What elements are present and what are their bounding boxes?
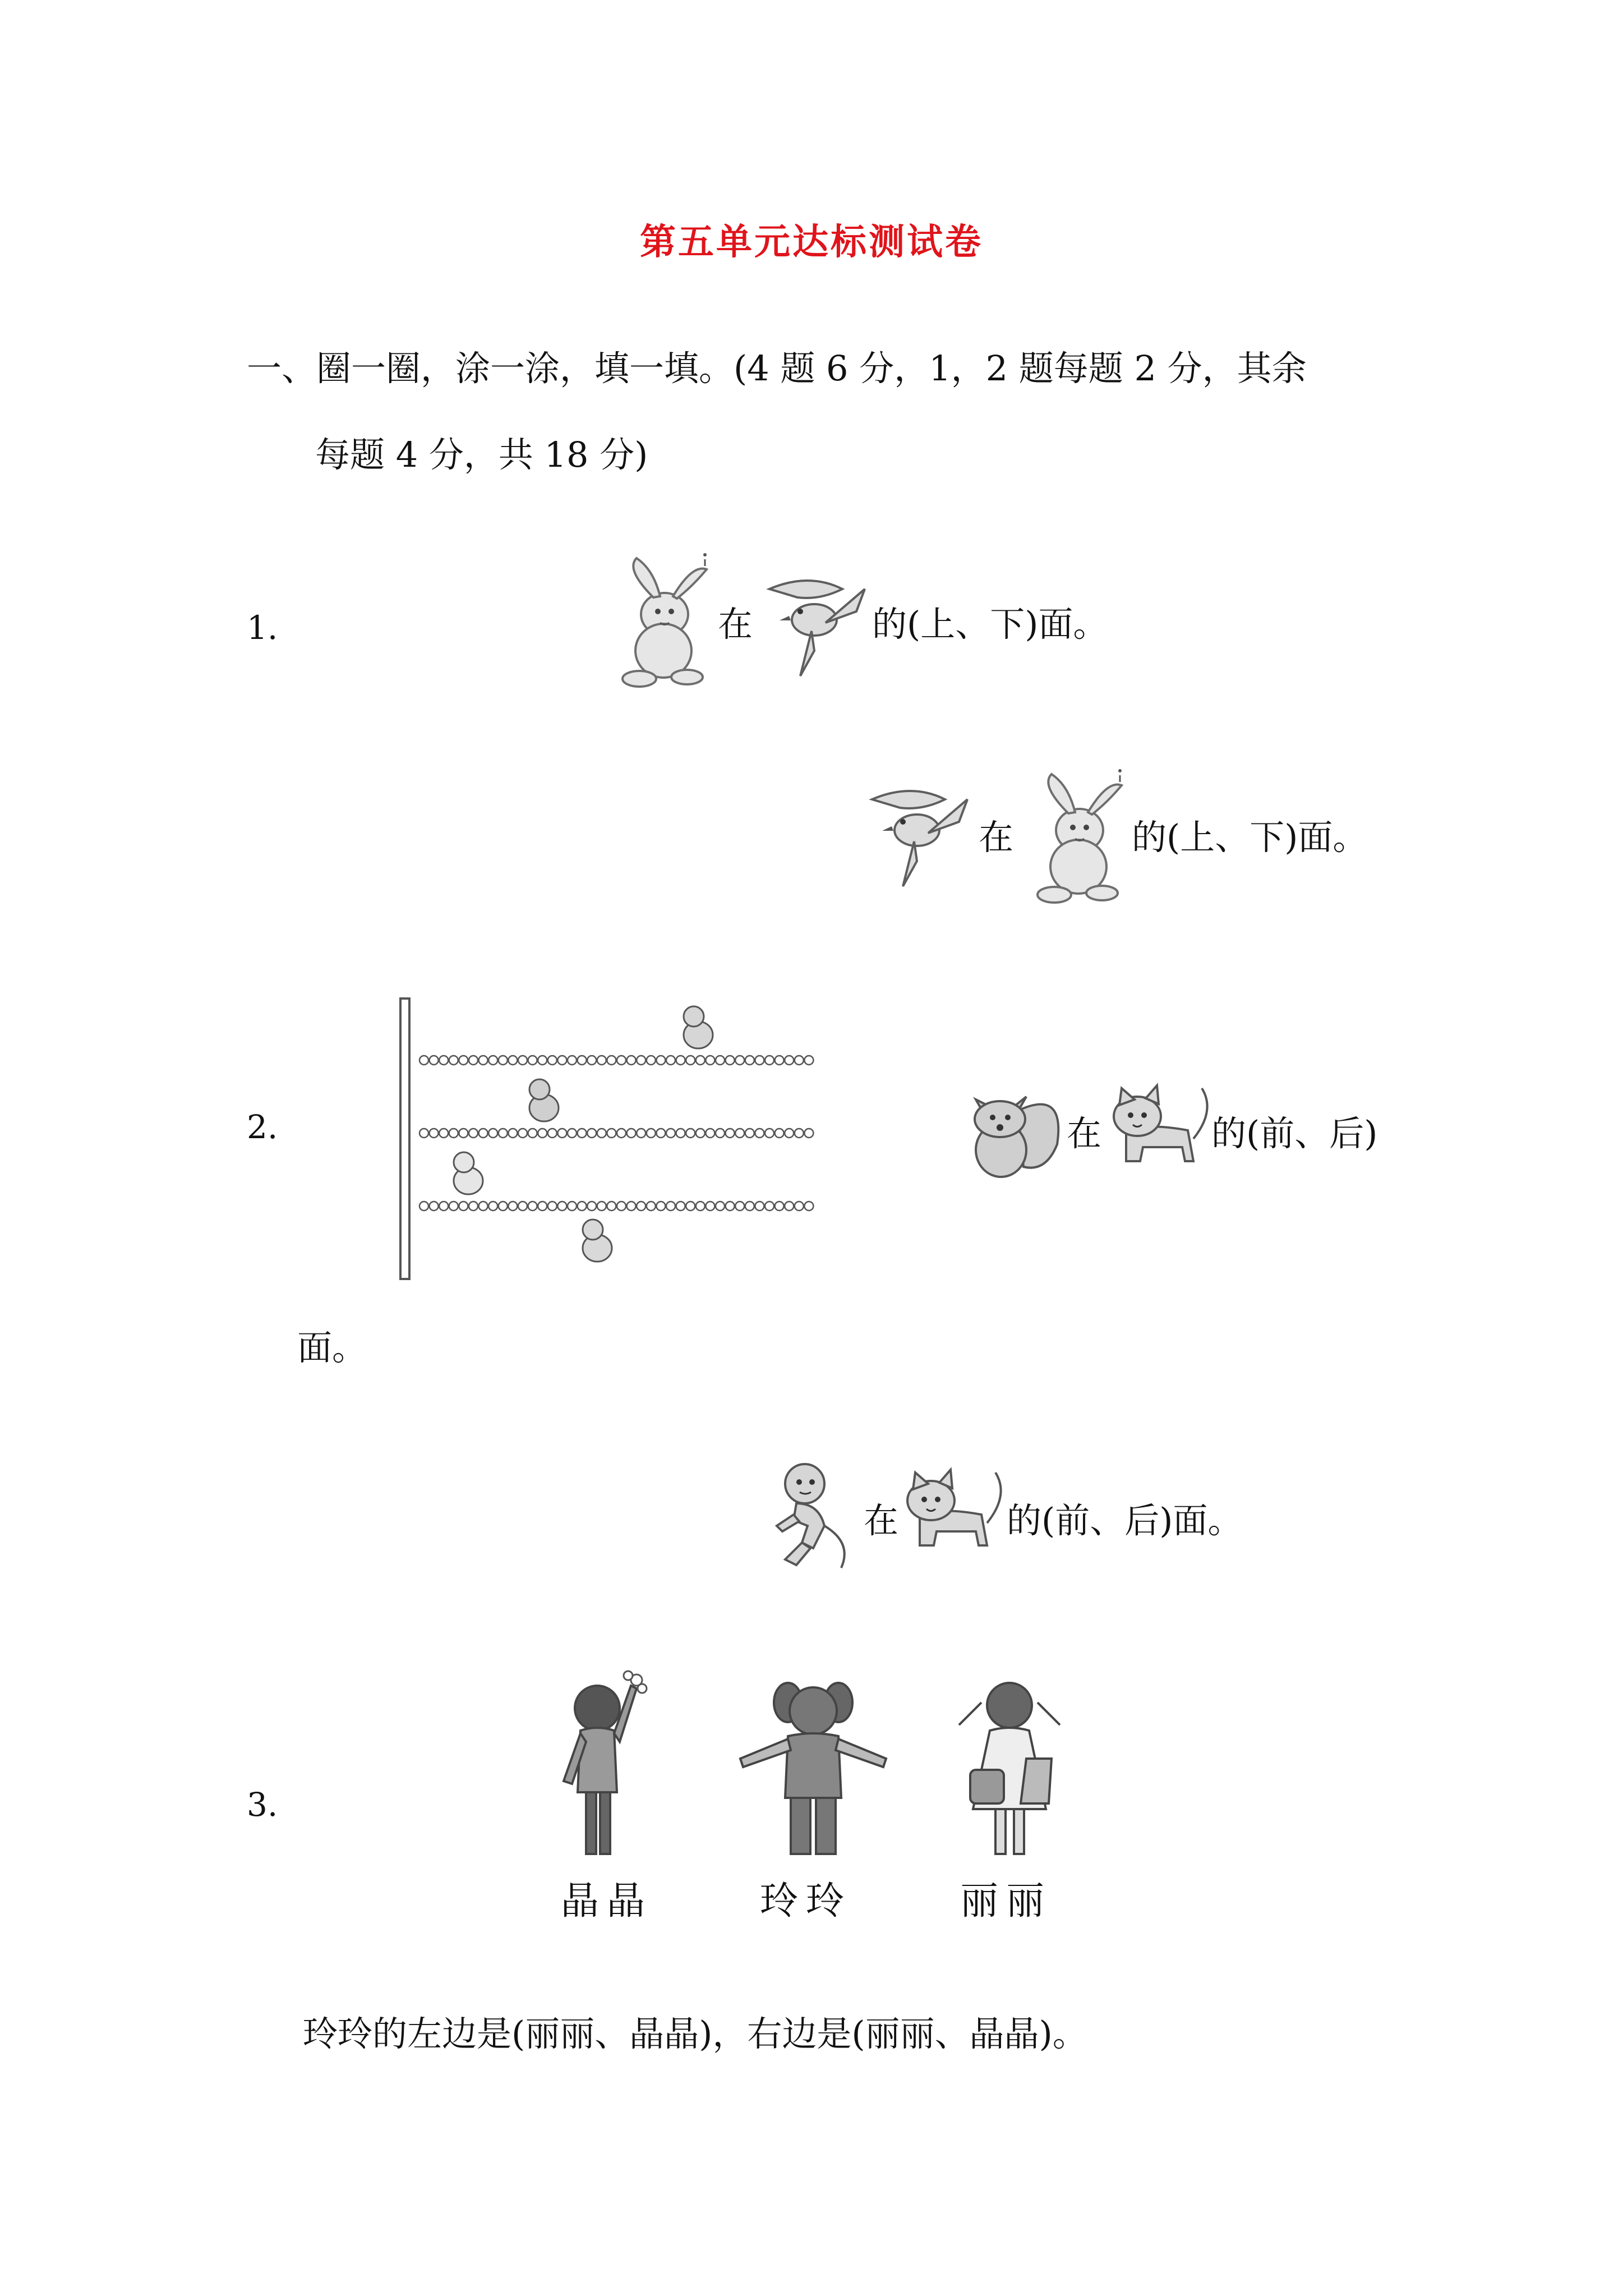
abacus-bead [716,1202,725,1211]
abacus-bead [647,1129,656,1138]
abacus-bead [459,1056,468,1065]
abacus-bead [696,1202,705,1211]
abacus-bead [795,1056,804,1065]
abacus-bead [439,1129,448,1138]
abacus-bead [696,1056,705,1065]
abacus-bead [449,1129,458,1138]
abacus-bead [637,1056,645,1065]
abacus-bead [804,1129,813,1138]
abacus-bead [499,1129,508,1138]
abacus-bead [735,1202,744,1211]
abacus-bead [607,1202,616,1211]
girl-jingjing-image [547,1669,648,1867]
q2-line-b-word: 在 [864,1500,899,1541]
abacus-bead [597,1056,606,1065]
abacus-bead [430,1129,439,1138]
abacus-bead [439,1202,448,1211]
abacus-bead [804,1056,813,1065]
section-heading-line1: 一、圈一圈，涂一涂，填一填。(4 题 6 分，1，2 题每题 2 分，其余 [247,348,1307,389]
abacus-bead [686,1129,695,1138]
abacus-bead [548,1129,557,1138]
abacus-bead [528,1202,537,1211]
abacus-bead [597,1202,606,1211]
abacus-bead [430,1056,439,1065]
name-label-lili: 丽丽 [960,1879,1053,1924]
abacus-bead [627,1056,636,1065]
abacus-bead [775,1202,784,1211]
abacus-bead [449,1202,458,1211]
abacus-bead [587,1202,596,1211]
abacus-bead [726,1056,735,1065]
abacus-bead [637,1202,645,1211]
bird-image [861,777,973,897]
abacus-bead [508,1202,517,1211]
abacus-bead [607,1129,616,1138]
abacus-bead [419,1056,428,1065]
abacus-bead [755,1056,764,1065]
question-1-number: 1. [247,609,278,647]
abacus-bead [430,1202,439,1211]
abacus-bead [676,1202,685,1211]
section-heading-line2: 每题 4 分，共 18 分) [315,434,648,475]
abacus-bead [597,1129,606,1138]
abacus-bead [459,1202,468,1211]
abacus-bead [538,1202,547,1211]
abacus-bead [686,1202,695,1211]
abacus-bead [745,1202,754,1211]
abacus-bead [607,1056,616,1065]
abacus-bead [686,1056,695,1065]
girl-lili-image [948,1669,1071,1867]
abacus-bead [617,1056,626,1065]
rabbit-image [1029,763,1130,908]
girl-lingling-image [729,1669,897,1867]
abacus-bead [488,1056,497,1065]
abacus-bead [469,1202,478,1211]
abacus-bead [419,1202,428,1211]
abacus-bead [726,1202,735,1211]
abacus-bead [676,1056,685,1065]
abacus-bead [568,1202,577,1211]
abacus-bead [785,1202,794,1211]
abacus-bead [795,1129,804,1138]
abacus-bead [557,1129,566,1138]
abacus-bead [706,1056,714,1065]
abacus-bead [765,1202,774,1211]
abacus-bead [557,1056,566,1065]
abacus-bead [745,1129,754,1138]
abacus-bead [479,1202,488,1211]
bird-image [758,567,870,687]
abacus-bead [785,1056,794,1065]
abacus-bead [439,1056,448,1065]
abacus-bead [765,1129,774,1138]
abacus-bead [587,1056,596,1065]
abacus-bead [528,1129,537,1138]
abacus-bead [469,1129,478,1138]
abacus-bead [459,1129,468,1138]
abacus-bead [488,1202,497,1211]
abacus-bead [795,1202,804,1211]
abacus-bead [716,1056,725,1065]
abacus-fox [529,1079,559,1121]
abacus-bead [666,1129,675,1138]
abacus-bead [735,1129,744,1138]
q3-sentence: 玲玲的左边是(丽丽、晶晶)，右边是(丽丽、晶晶)。 [303,2013,1087,2054]
q2-line-b-tail: 的(前、后)面。 [1007,1500,1243,1541]
page-title: 第五单元达标测试卷 [640,221,983,263]
abacus-bead [518,1129,527,1138]
abacus-bead [528,1056,537,1065]
abacus-bead [804,1202,813,1211]
abacus-bead [568,1056,577,1065]
abacus-monkey [684,1006,713,1048]
abacus-bead [785,1129,794,1138]
abacus-bead [449,1056,458,1065]
abacus-bead [499,1056,508,1065]
abacus-bead [578,1129,587,1138]
abacus-bead [745,1056,754,1065]
abacus-bead [706,1202,714,1211]
q2-line-a-word: 在 [1067,1113,1102,1154]
q2-line-a-continued: 面。 [297,1327,367,1368]
fox-image [962,1077,1068,1186]
abacus-bead [706,1129,714,1138]
abacus-cat [583,1220,612,1262]
abacus-bead [755,1129,764,1138]
monkey-image [768,1458,869,1573]
abacus-bead [656,1202,665,1211]
abacus-bead [419,1129,428,1138]
abacus-bead [755,1202,764,1211]
q2-line-a-tail: 的(前、后) [1211,1113,1378,1154]
abacus-bead [656,1129,665,1138]
name-label-jingjing: 晶晶 [561,1879,653,1924]
q1-line-b-tail: 的(上、下)面。 [1132,817,1368,858]
abacus-bead [647,1056,656,1065]
abacus-bead [469,1056,478,1065]
abacus-bead [538,1129,547,1138]
abacus-bead [578,1202,587,1211]
abacus-bead [726,1129,735,1138]
abacus-bead [627,1129,636,1138]
abacus-rabbit [454,1152,483,1194]
abacus-bead [499,1202,508,1211]
q1-line-b-word: 在 [979,817,1014,858]
abacus-bead [676,1129,685,1138]
abacus-bead [508,1129,517,1138]
question-3-number: 3. [247,1786,278,1824]
q1-line-a-tail: 的(上、下)面。 [872,604,1108,645]
abacus-bead [656,1056,665,1065]
q1-line-a-word: 在 [718,604,753,645]
abacus-figure [398,993,836,1287]
abacus-bead [617,1129,626,1138]
abacus-bead [775,1056,784,1065]
abacus-bead [775,1129,784,1138]
cat-image [1109,1077,1216,1186]
abacus-bead [666,1202,675,1211]
abacus-bead [548,1056,557,1065]
abacus-bead [765,1056,774,1065]
rabbit-image [614,547,715,692]
name-label-lingling: 玲玲 [760,1879,852,1924]
abacus-bead [508,1056,517,1065]
abacus-bead [716,1129,725,1138]
abacus-bead [518,1056,527,1065]
abacus-bead [548,1202,557,1211]
abacus-bead [696,1129,705,1138]
abacus-bead [735,1056,744,1065]
abacus-bead [578,1056,587,1065]
abacus-bead [568,1129,577,1138]
abacus-bead [479,1056,488,1065]
question-2-number: 2. [247,1108,278,1146]
abacus-bead [488,1129,497,1138]
abacus-bead [587,1129,596,1138]
abacus-bead [647,1202,656,1211]
cat-image [903,1461,1009,1570]
abacus-bead [518,1202,527,1211]
abacus-bead [538,1056,547,1065]
abacus-bead [617,1202,626,1211]
abacus-bead [627,1202,636,1211]
abacus-bead [557,1202,566,1211]
abacus-bead [637,1129,645,1138]
abacus-bead [666,1056,675,1065]
abacus-bead [479,1129,488,1138]
